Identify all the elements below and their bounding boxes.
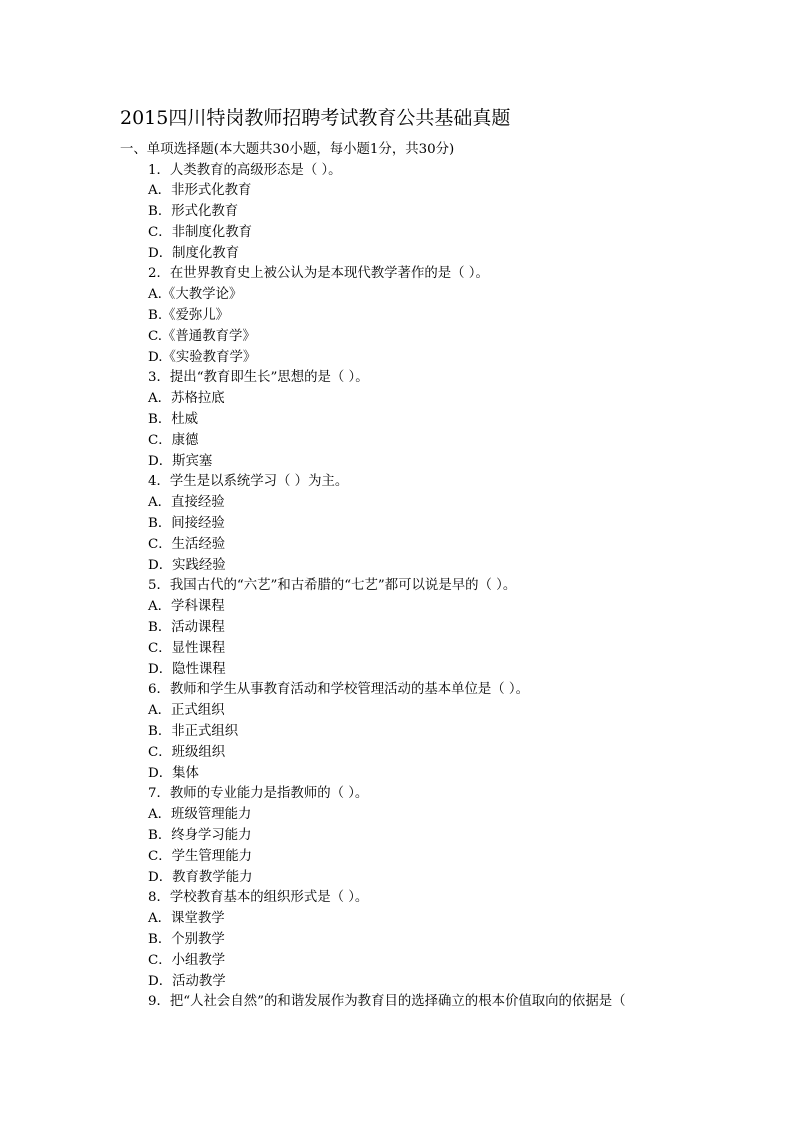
option-a: A．正式组织 xyxy=(148,703,225,719)
option-d: D．隐性课程 xyxy=(148,661,226,677)
option-c: C．小组教学 xyxy=(148,952,226,968)
option-a: A．学科课程 xyxy=(148,599,225,615)
option-c: C.《普通教育学》 xyxy=(148,328,256,344)
option-a: A．苏格拉底 xyxy=(148,391,225,407)
question-list xyxy=(0,161,794,1014)
option-b: B．间接经验 xyxy=(148,516,225,532)
option-d: D．实践经验 xyxy=(148,557,226,573)
option-b: B．个别教学 xyxy=(148,931,225,947)
question-stem: 7．教师的专业能力是指教师的（ ）。 xyxy=(148,786,369,802)
option-a: A．直接经验 xyxy=(148,495,225,511)
question-stem: 2．在世界教育史上被公认为是本现代教学著作的是（ ）。 xyxy=(148,266,489,282)
option-b: B．杜威 xyxy=(148,412,199,428)
option-d: D．制度化教育 xyxy=(148,245,240,261)
option-d: D．活动教学 xyxy=(148,973,226,989)
option-c: C．康德 xyxy=(148,432,199,448)
option-a: A．课堂教学 xyxy=(148,911,225,927)
option-a: A．非形式化教育 xyxy=(148,183,252,199)
option-d: D．教育教学能力 xyxy=(148,869,253,885)
question-stem: 4．学生是以系统学习（ ）为主。 xyxy=(148,474,349,490)
option-a: A.《大教学论》 xyxy=(148,287,243,303)
question-stem: 1．人类教育的高级形态是（ ）。 xyxy=(148,162,342,178)
option-c: C．显性课程 xyxy=(148,640,226,656)
document-title: 2015四川特岗教师招聘考试教育公共基础真题 xyxy=(120,107,511,129)
option-b: B．活动课程 xyxy=(148,620,225,636)
option-c: C．班级组织 xyxy=(148,744,226,760)
option-c: C．非制度化教育 xyxy=(148,224,252,240)
option-b: B．非正式组织 xyxy=(148,724,239,740)
question-stem: 5．我国古代的“六艺”和古希腊的“七艺”都可以说是早的（ ）。 xyxy=(148,578,517,594)
section-heading: 一、单项选择题(本大题共30小题，每小题1分，共30分) xyxy=(120,142,455,157)
option-b: B．终身学习能力 xyxy=(148,828,252,843)
option-c: C．生活经验 xyxy=(148,536,226,552)
option-d: D．集体 xyxy=(148,765,199,781)
question-stem: 3．提出“教育即生长”思想的是（ ）。 xyxy=(148,370,369,386)
question-stem: 6．教师和学生从事教育活动和学校管理活动的基本单位是（ ）。 xyxy=(148,682,530,698)
question-stem: 8．学校教育基本的组织形式是（ ）。 xyxy=(148,890,369,906)
option-c: C．学生管理能力 xyxy=(148,848,252,864)
option-b: B.《爱弥儿》 xyxy=(148,308,230,324)
option-b: B．形式化教育 xyxy=(148,204,239,220)
option-d: D．斯宾塞 xyxy=(148,453,213,469)
question-stem: 9．把“人社会自然”的和谐发展作为教育目的选择确立的根本价值取向的依据是（ xyxy=(148,994,626,1010)
option-a: A．班级管理能力 xyxy=(148,807,252,823)
option-d: D.《实验教育学》 xyxy=(148,349,257,365)
